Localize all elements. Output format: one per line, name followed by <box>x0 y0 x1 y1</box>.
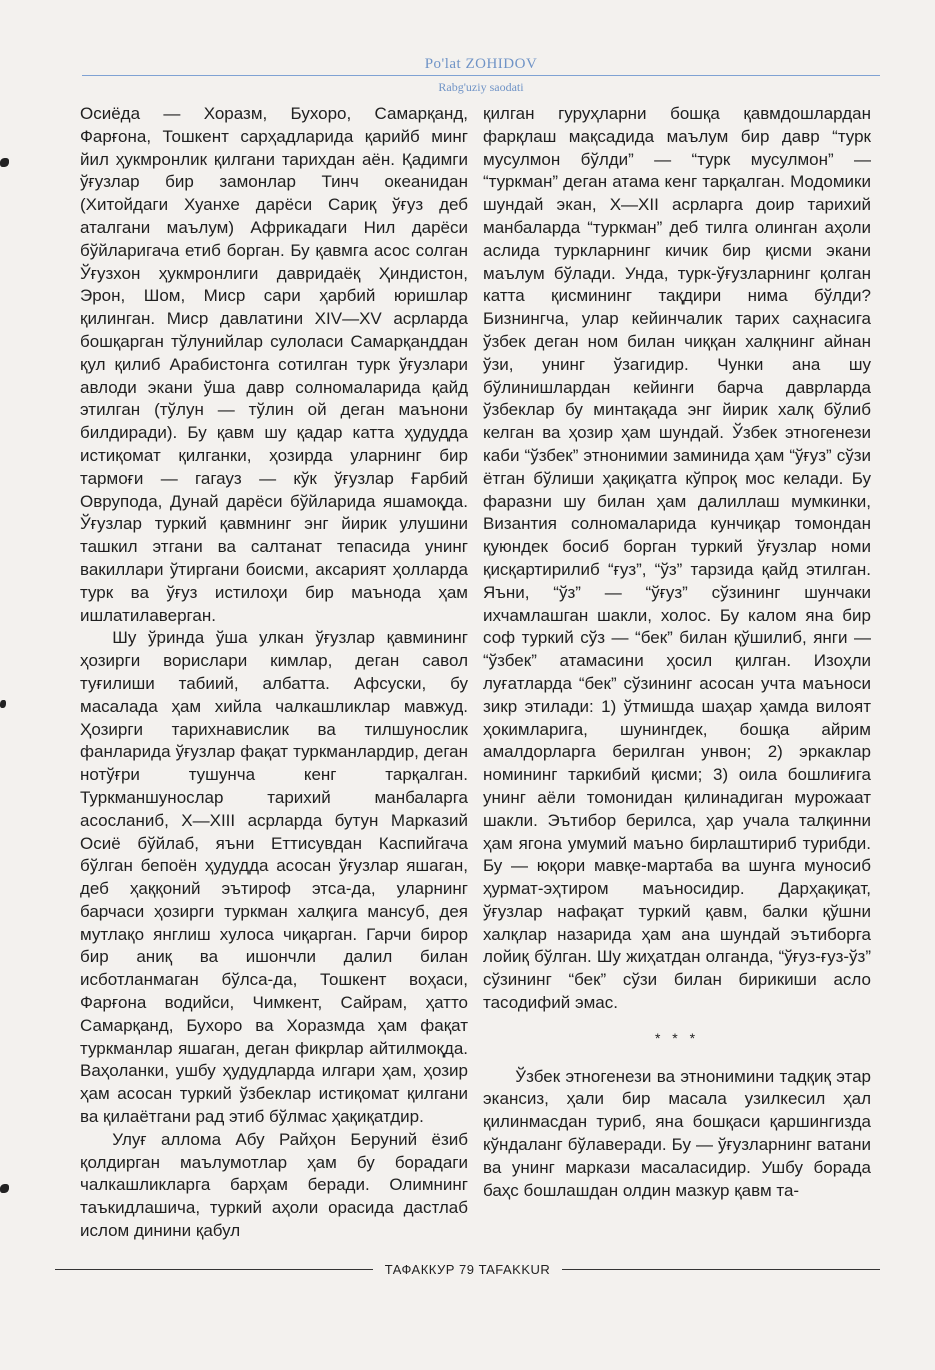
paragraph: қилган гуруҳларни бошқа қавмдошлардан фарқлаш мақсадида маълум бир давр “турк мусулмон бўлди” — “турк мусулмон” — “туркман” деган атама кенг тарқалган. Модомики шундай экан, X—XII асрларга доир тарихий манбаларда “туркман” деб тилга олинган аҳоли аслида туркларнинг кичик бир қисми экани маълум бўлади. Унда, турк-ўғузларнинг қолган катта қисмининг тақдири нима бўлди? Бизнингча, улар кейинчалик тарих саҳнасига ўзбек деган ном билан чиққан халқнинг айнан ўзи, унинг ўзагидир. Чунки ана шу бўлинишлардан кейинги барча даврларда ўзбеклар бу минтақада энг йирик халқ бўлиб келган ва ҳозир ҳам шундай. Ўзбек этногенези каби “ўзбек” этнонимии заминида ҳам “ўғуз” сўзи ётган бўлиши ҳақиқатга кўпроқ мос келади. Бу фаразни шу билан ҳам далиллаш мумкинки, Византия солномаларида кунчиқар томондан қуюндек босиб борган туркий ўғузлар номи қисқартирилиб “ғуз”, “ўз” тарзида қайд этилган. Яъни, “ўз” — “ўғуз” сўзининг шунчаки ихчамлашган шакли, холос. Бу калом яна бир соф туркий сўз — “бек” билан қўшилиб, янги — “ўзбек” атамасини ҳосил қилган. Изоҳли луғатларда “бек” сўзининг асосан учта маъноси зикр этилади: 1) ўтмишда шаҳар ҳамда вилоят ҳокимларига, шунингдек, бошқа айрим амалдорларга берилган унвон; 2) эркаклар номининг таркибий қисми; 3) оила бошлиғига унинг аёли томонидан қилинадиган мурожаат шакли. Эътибор берилса, ҳар учала талқинни ҳам ягона умумий маъно бирлаштириб турибди. Бу — юқори мавқе-мартаба ва шунга муносиб ҳурмат-эҳтиром маъносидир. Дарҳақиқат, ўғузлар нафақат туркий қавм, балки қўшни халқлар назарида ҳам ана шундай эътиборга лойиқ бўлган. Шу жиҳатдан олганда, “ўғуз-ғуз-ўз” сўзининг “бек” сўзи билан бирикиши асло тасодифий эмас. <box>483 104 871 1013</box>
paragraph: Осиёда — Хоразм, Бухоро, Самарқанд, Фарғона, Тошкент сарҳадларида қарийб минг йил ҳукмронлик қилгани тарихдан аён. Қадимги ўғузлар бир замонлар Тинч океанидан (Хитойдаги Хуанхе дарёси Сариқ ўғуз деб аталгани маълум) Африкадаги Нил дарёси бўйларигача етиб борган. Бу қавмга асос солган Ўғузхон ҳукмронлиги давридаёқ Ҳиндистон, Эрон, Шом, Миср сари ҳарбий юришлар қилинган. Миср давлатини XIV—XV асрларда бошқарган тўлунийлар сулоласи Самарқанддан қул қилиб Арабистонга сотилган турк ўғузлари авлоди экани ўша давр солномаларида қайд этилган (тўлун — тўлин ой деган маънони билдиради). Бу қавм шу қадар катта ҳудудда истиқомат қилганки, ҳозирда уларнинг бир тармоғи — гагауз — кўк ўғузлар Ғарбий Оврупода, Дунай дарёси бўйларида яшамоқда. Ўғузлар туркий қавмнинг энг йирик улушини ташкил этгани ва салтанат тепасида унинг вакиллари ўтиргани боисми, аксарият ҳолларда турк ва ўғуз истилоҳи бир маънода ҳам ишлатилаверган. <box>80 104 468 625</box>
binding-hole-mark <box>0 700 6 708</box>
header-rule <box>82 75 880 76</box>
paragraph: Ўзбек этногенези ва этнонимини тадқиқ этар экансиз, ҳали бир масала узилкесил ҳал қилинмасдан туриб, яна бошқаси қаршингизда кўндаланг бўлаверади. Бу — ўғузларнинг ватани ва унинг маркази масаласидир. Ушбу борада баҳс бошлашдан олдин мазкур қавм та- <box>483 1066 871 1200</box>
paragraph: Шу ўринда ўша улкан ўғузлар қавмининг ҳозирги ворислари кимлар, деган савол туғилиши табиий, албатта. Афсуски, бу масалада ҳам хийла чалкашликлар мавжуд. Ҳозирги тарихнавислик ва тилшунослик фанларида ўғузлар фақат туркманлардир, деган нотўғри тушунча кенг тарқалган. Туркманшунослар тарихий манбаларга асосланиб, X—XIII асрларда бутун Марказий Осиё бўйлаб, яъни Еттисувдан Каспийгача бўлган бепоён ҳудудда асосан ўғузлар яшаган, деб ҳаққоний эътироф этса-да, уларнинг барчаси ҳозирги туркман халқига мансуб, дея мутлақо янглиш хулоса чиқарган. Гарчи бирор бир аниқ ва ишончли далил билан исботланмаган бўлса-да, Тошкент воҳаси, Фарғона водийси, Чимкент, Сайрам, ҳатто Самарқанд, Бухоро ва Хоразмда ҳам фақат туркманлар яшаган, деган фикрлар айтилмоқда. Ваҳоланки, ушбу ҳудудларда илгари ҳам, ҳозир ҳам асосан туркий ўзбеклар истиқомат қилгани ва қилаётгани рад этиб бўлмас ҳақиқатдир. <box>80 628 468 1127</box>
section-separator: * * * <box>654 1029 700 1046</box>
running-header <box>82 55 880 73</box>
binding-hole-mark <box>0 1184 9 1193</box>
right-column <box>483 103 871 1202</box>
left-column <box>80 103 468 1243</box>
paragraph: Улуғ аллома Абу Райҳон Беруний ёзиб қолдирган маълумотлар ҳам бу борадаги чалкашликларга барҳам беради. Олимнинг таъкидлашича, туркий аҳоли орасида дастлаб ислом динини қабул <box>80 1129 468 1241</box>
section-title: Rabg'uziy saodati <box>438 80 524 94</box>
footer-rule-right <box>562 1269 880 1270</box>
author-name: Po'lat ZOHIDOV <box>424 56 538 72</box>
binding-hole-mark <box>0 158 9 167</box>
footer-label: ТАФАККУР 79 TAFAKKUR <box>384 1262 551 1277</box>
footer-rule-left <box>55 1269 373 1270</box>
page-footer <box>55 1262 880 1277</box>
